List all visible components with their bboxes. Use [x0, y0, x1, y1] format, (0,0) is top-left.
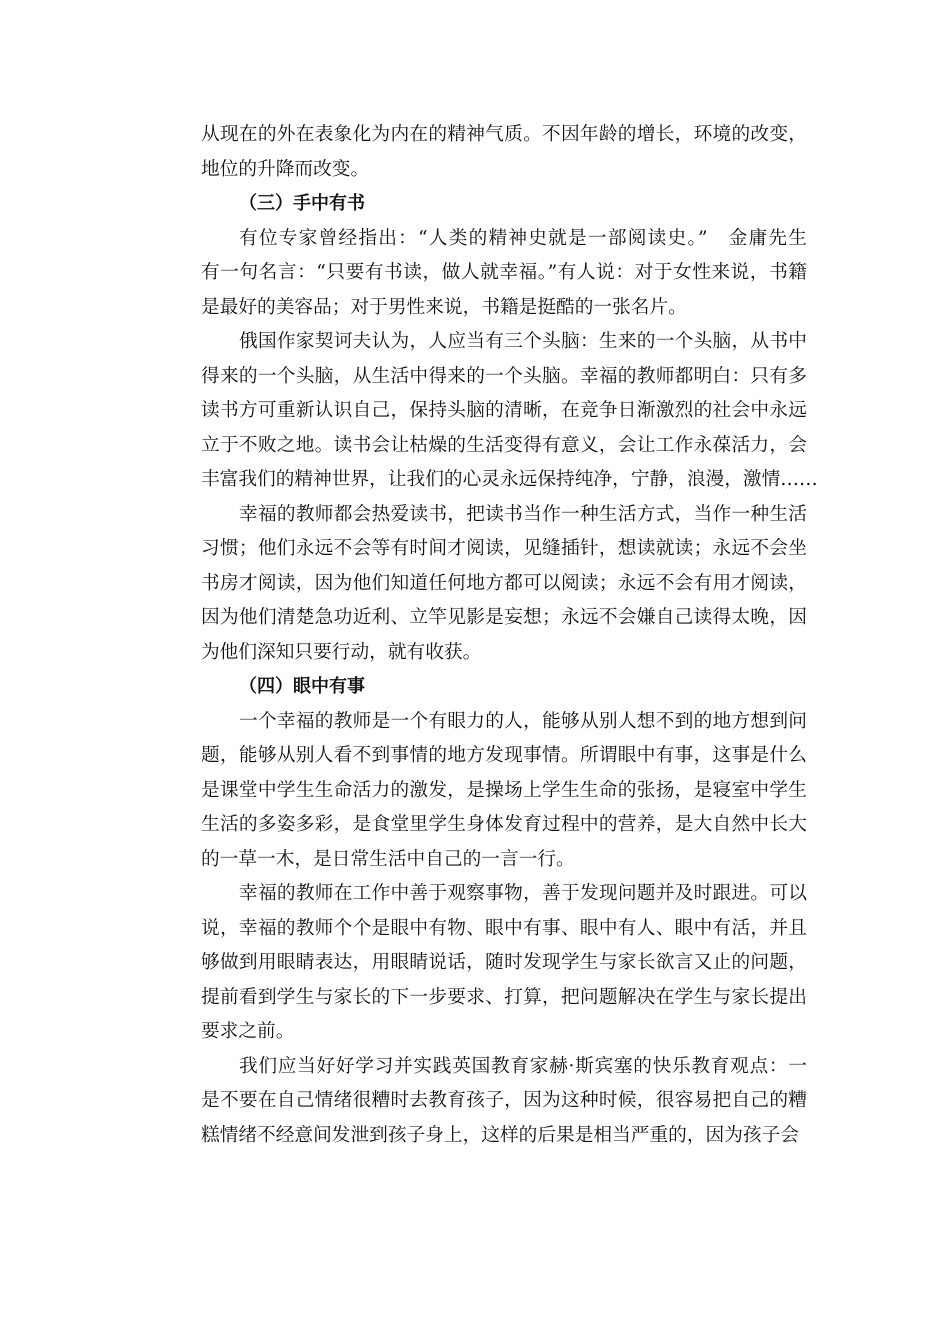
- text-line: 得来的一个头脑，从生活中得来的一个头脑。幸福的教师都明白：只有多: [201, 365, 807, 387]
- paragraph: [201, 498, 807, 671]
- text-line: 俄国作家契诃夫认为，人应当有三个头脑：生来的一个头脑，从书中: [239, 331, 807, 352]
- paragraph: [201, 222, 807, 326]
- text-line: 生活的多姿多彩，是食堂里学生身体发育过程中的营养，是大自然中长大: [201, 814, 807, 835]
- text-line: 地位的升降而改变。: [201, 158, 370, 180]
- text-line: 说，幸福的教师个个是眼中有物、眼中有事、眼中有人、眼中有活，并且: [201, 917, 807, 939]
- text-line: 是最好的美容品；对于男性来说，书籍是挺酷的一张名片。: [201, 296, 687, 318]
- text-line: 有位专家曾经指出：“人类的精神史就是一部阅读史。” 金庸先生: [239, 227, 807, 249]
- text-line: 为他们深知只要行动，就有收获。: [201, 641, 482, 663]
- text-line: 从现在的外在表象化为内在的精神气质。不因年龄的增长，环境的改变，: [201, 124, 807, 145]
- text-line: 提前看到学生与家长的下一步要求、打算，把问题解决在学生与家长提出: [201, 986, 807, 1008]
- text-line: 立于不败之地。读书会让枯燥的生活变得有意义，会让工作永葆活力，会: [201, 434, 807, 456]
- text-line: 因为他们清楚急功近利、立竿见影是妄想；永远不会嫌自己读得太晚，因: [201, 607, 807, 628]
- text-line: 是不要在自己情绪很糟时去教育孩子，因为这种时候，很容易把自己的糟: [201, 1090, 807, 1111]
- text-line: 够做到用眼睛表达，用眼睛说话，随时发现学生与家长欲言又止的问题，: [201, 952, 807, 973]
- text-line: 糕情绪不经意间发泄到孩子身上，这样的后果是相当严重的，因为孩子会: [201, 1124, 799, 1146]
- text-line: 我们应当好好学习并实践英国教育家赫·斯宾塞的快乐教育观点：一: [239, 1055, 807, 1077]
- text-line: 习惯；他们永远不会等有时间才阅读，见缝插针，想读就读；永远不会坐: [201, 538, 807, 559]
- text-line: 书房才阅读，因为他们知道任何地方都可以阅读；永远不会有用才阅读，: [201, 572, 807, 594]
- text-line: 一个幸福的教师是一个有眼力的人，能够从别人想不到的地方想到问: [239, 710, 807, 732]
- paragraph: [201, 705, 807, 878]
- text-line: 是课堂中学生生命活力的激发，是操场上学生生命的张扬，是寝室中学生: [201, 779, 807, 801]
- text-line: 要求之前。: [201, 1021, 295, 1042]
- text-line: 幸福的教师都会热爱读书，把读书当作一种生活方式，当作一种生活: [239, 503, 807, 525]
- paragraph: [201, 877, 807, 1050]
- section-heading: （三）手中有书: [239, 193, 365, 214]
- paragraph: [201, 1050, 807, 1154]
- text-line: 的一草一木，是日常生活中自己的一言一行。: [201, 848, 575, 870]
- text-line: 丰富我们的精神世界，让我们的心灵永远保持纯净，宁静，浪漫，激情……: [201, 469, 818, 490]
- text-line: 有一句名言：“只要有书读，做人就幸福。”有人说：对于女性来说，书籍: [201, 262, 807, 283]
- text-line: 读书方可重新认识自己，保持头脑的清晰，在竞争日渐激烈的社会中永远: [201, 400, 807, 421]
- paragraph: [201, 325, 818, 498]
- text-line: 题，能够从别人看不到事情的地方发现事情。所谓眼中有事，这事是什么: [201, 745, 807, 766]
- paragraph: [201, 118, 807, 187]
- section-heading: （四）眼中有事: [239, 676, 365, 697]
- document-body: [201, 118, 818, 1153]
- text-line: 幸福的教师在工作中善于观察事物，善于发现问题并及时跟进。可以: [239, 883, 807, 904]
